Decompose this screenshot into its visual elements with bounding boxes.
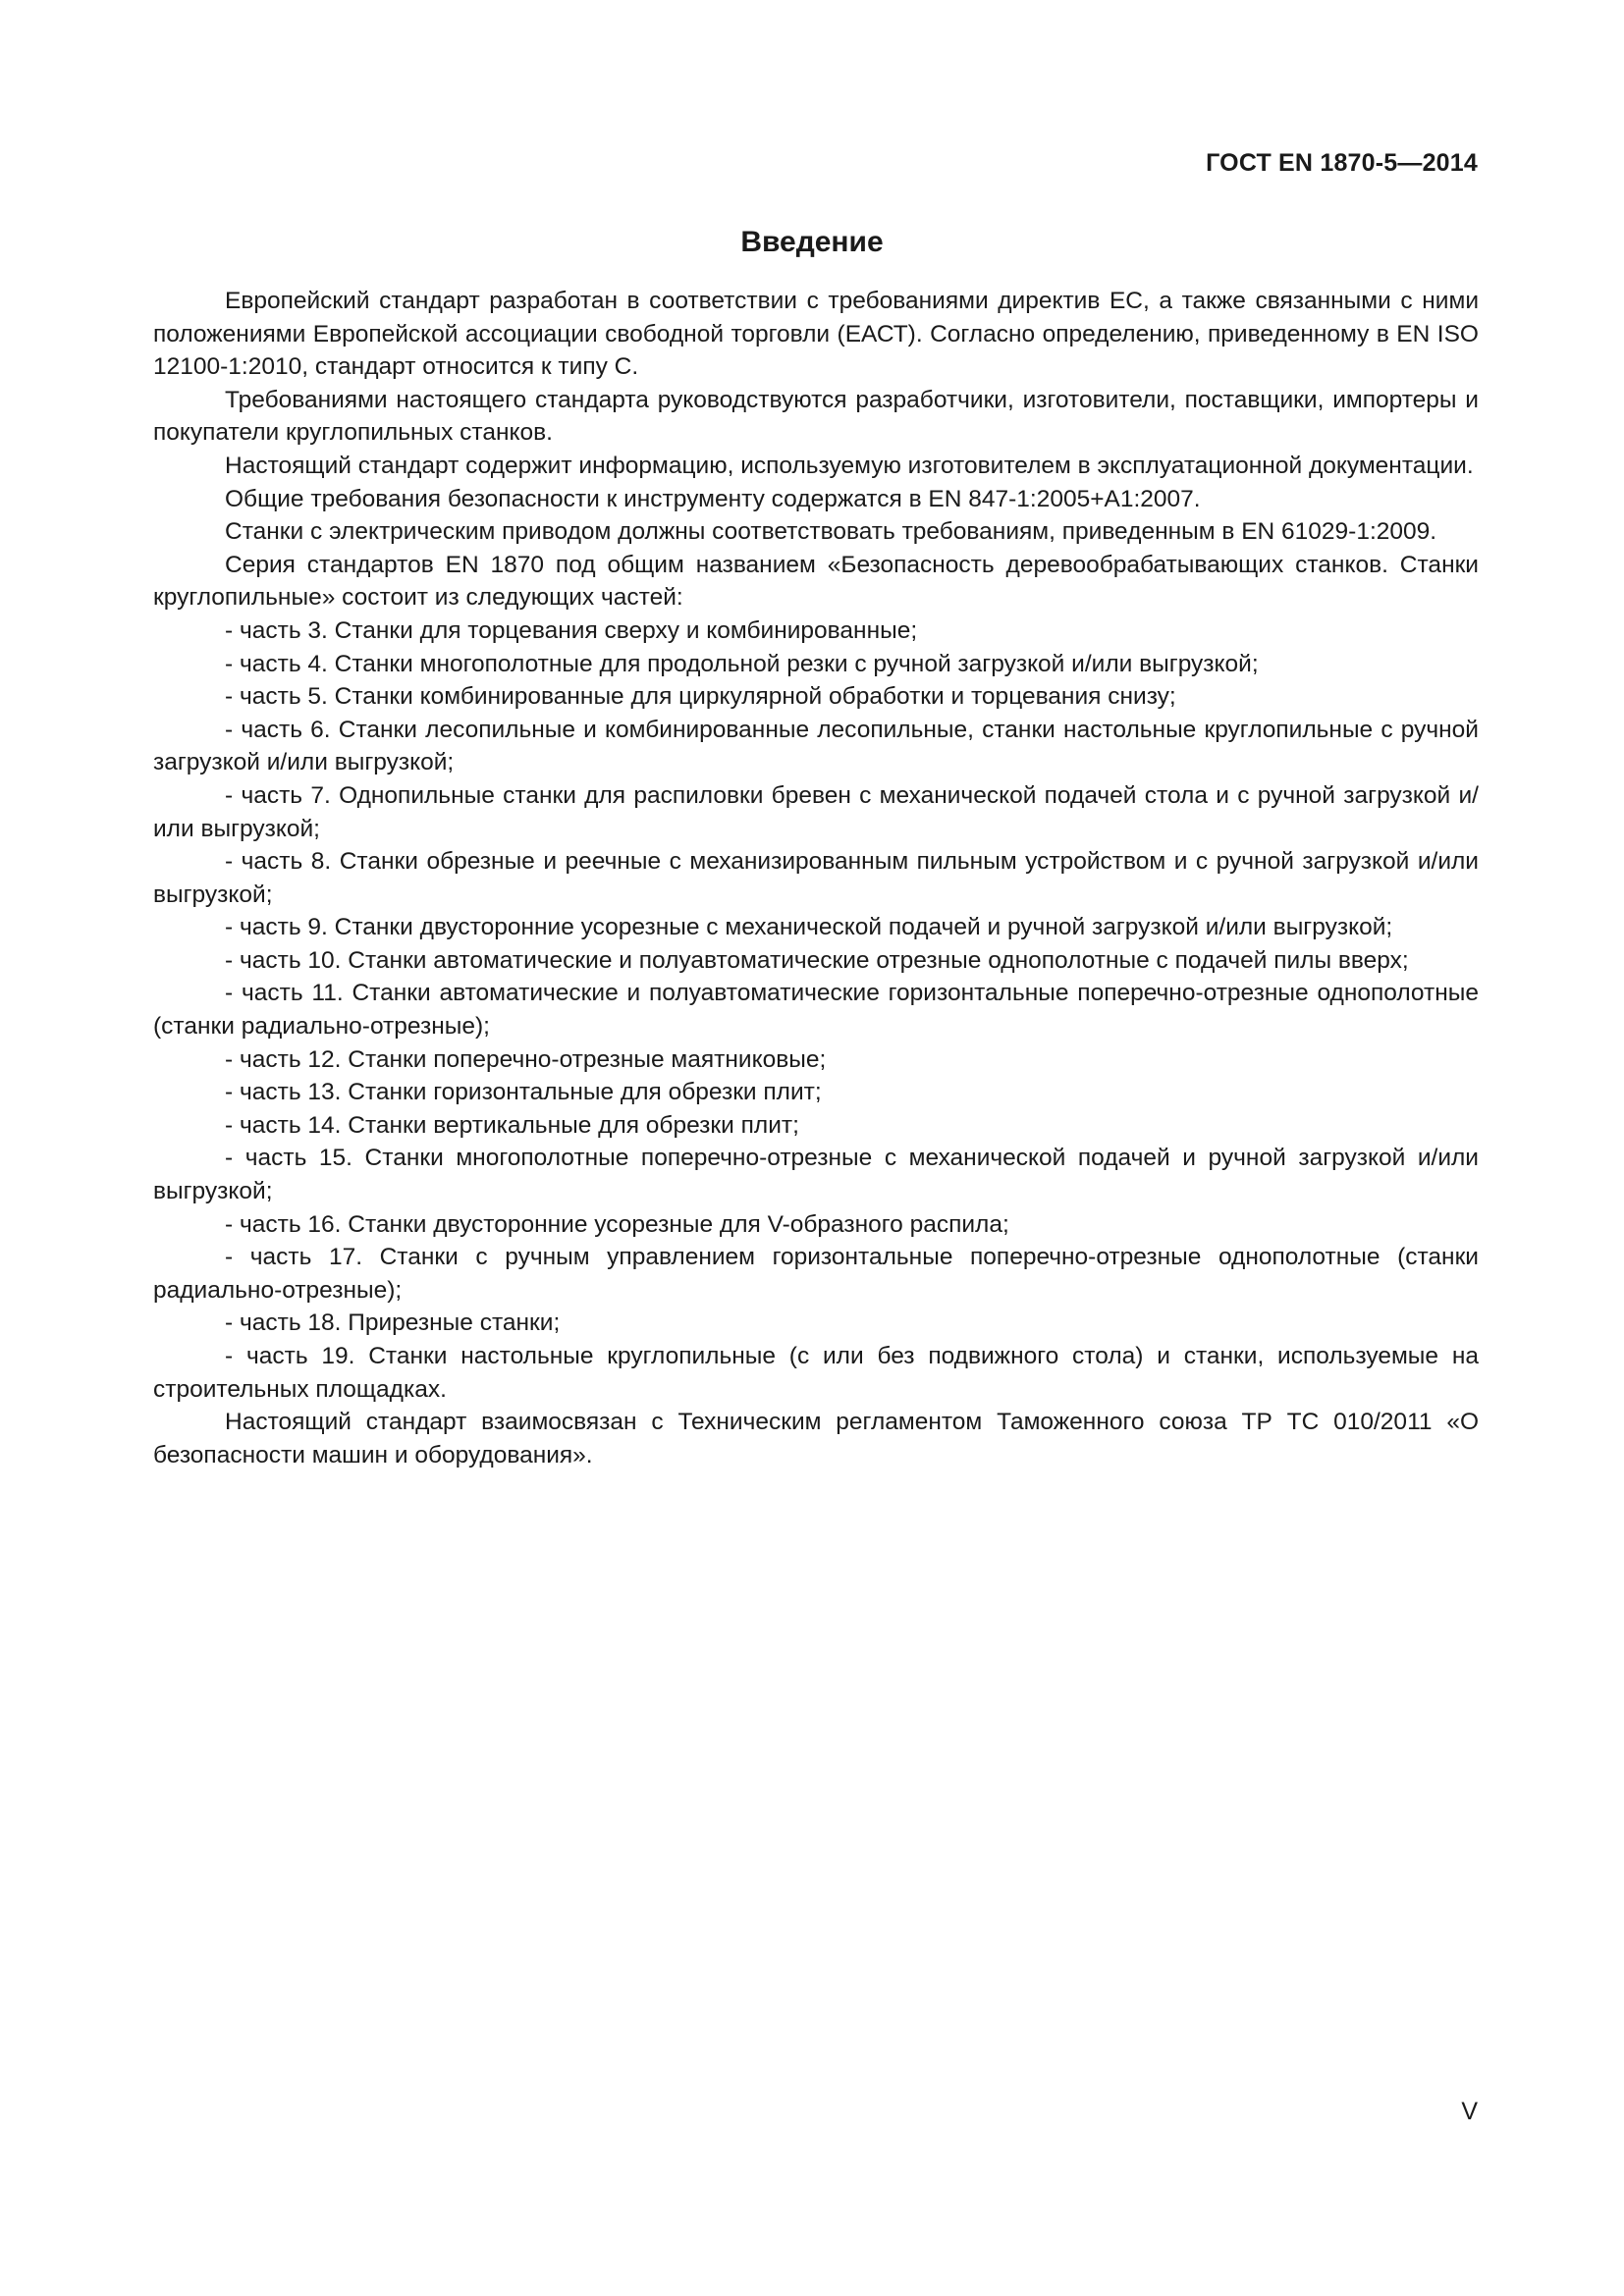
list-item: - часть 3. Станки для торцевания сверху и комбинированные; (225, 616, 918, 644)
list-item: - часть 8. Станки обрезные и реечные с механизированным пильным устройством и с ручной загрузкой и/или выгрузкой; (153, 848, 1479, 908)
paragraph: Настоящий стандарт взаимосвязан с Техническим регламентом Таможенного союза ТР ТС 010/2011 «О безопасности машин и оборудования». (153, 1409, 1479, 1468)
paragraph: Станки с электрическим приводом должны соответствовать требованиям, приведенным в EN 61029-1:2009. (225, 518, 1437, 546)
paragraph: Европейский стандарт разработан в соответствии с требованиями директив ЕС, а также связанными с ними положениями Европейской ассоциации свободной торговли (ЕАСТ). Согласно определению, приведенному в EN ISO 12100-1:2010, стандарт относится к типу С. (153, 288, 1479, 381)
section-title: Введение (740, 226, 884, 258)
list-item: - часть 10. Станки автоматические и полуавтоматические отрезные однополотные с подачей пилы вверх; (225, 946, 1409, 974)
list-item: - часть 7. Однопильные станки для распиловки бревен с механической подачей стола и с ручной загрузкой и/или выгрузкой; (153, 781, 1479, 842)
list-item: - часть 18. Прирезные станки; (225, 1309, 561, 1337)
list-item: - часть 6. Станки лесопильные и комбинированные лесопильные, станки настольные круглопильные с ручной загрузкой и/или выгрузкой; (153, 716, 1479, 776)
list-item: - часть 5. Станки комбинированные для циркулярной обработки и торцевания снизу; (225, 683, 1176, 711)
list-item: - часть 15. Станки многополотные поперечно-отрезные с механической подачей и ручной загрузкой и/или выгрузкой; (153, 1145, 1479, 1205)
list-item: - часть 17. Станки с ручным управлением горизонтальные поперечно-отрезные однополотные (станки радиально-отрезные); (153, 1244, 1479, 1304)
body-text (153, 285, 1479, 1471)
paragraph: Серия стандартов EN 1870 под общим названием «Безопасность деревообрабатывающих станков. Станки круглопильные» состоит из следующих частей: (153, 551, 1479, 612)
paragraph: Настоящий стандарт содержит информацию, используемую изготовителем в эксплуатационной документации. (225, 452, 1474, 479)
standard-code-header: ГОСТ EN 1870-5—2014 (1206, 149, 1478, 177)
paragraph: Общие требования безопасности к инструменту содержатся в EN 847-1:2005+А1:2007. (225, 485, 1201, 512)
list-item: - часть 11. Станки автоматические и полуавтоматические горизонтальные поперечно-отрезные однополотные (станки радиально-отрезные); (153, 980, 1479, 1041)
list-item: - часть 16. Станки двусторонние усорезные для V-образного распила; (225, 1210, 1009, 1238)
page-number: V (1461, 2098, 1478, 2125)
list-item: - часть 4. Станки многополотные для продольной резки с ручной загрузкой и/или выгрузкой; (225, 650, 1259, 677)
list-item: - часть 19. Станки настольные круглопильные (с или без подвижного стола) и станки, используемые на строительных площадках. (153, 1343, 1479, 1403)
list-item: - часть 12. Станки поперечно-отрезные маятниковые; (225, 1045, 827, 1073)
paragraph: Требованиями настоящего стандарта руководствуются разработчики, изготовители, поставщики, импортеры и покупатели круглопильных станков. (153, 386, 1479, 447)
list-item: - часть 13. Станки горизонтальные для обрезки плит; (225, 1079, 822, 1106)
list-item: - часть 9. Станки двусторонние усорезные с механической подачей и ручной загрузкой и/или выгрузкой; (225, 914, 1393, 941)
list-item: - часть 14. Станки вертикальные для обрезки плит; (225, 1111, 799, 1139)
